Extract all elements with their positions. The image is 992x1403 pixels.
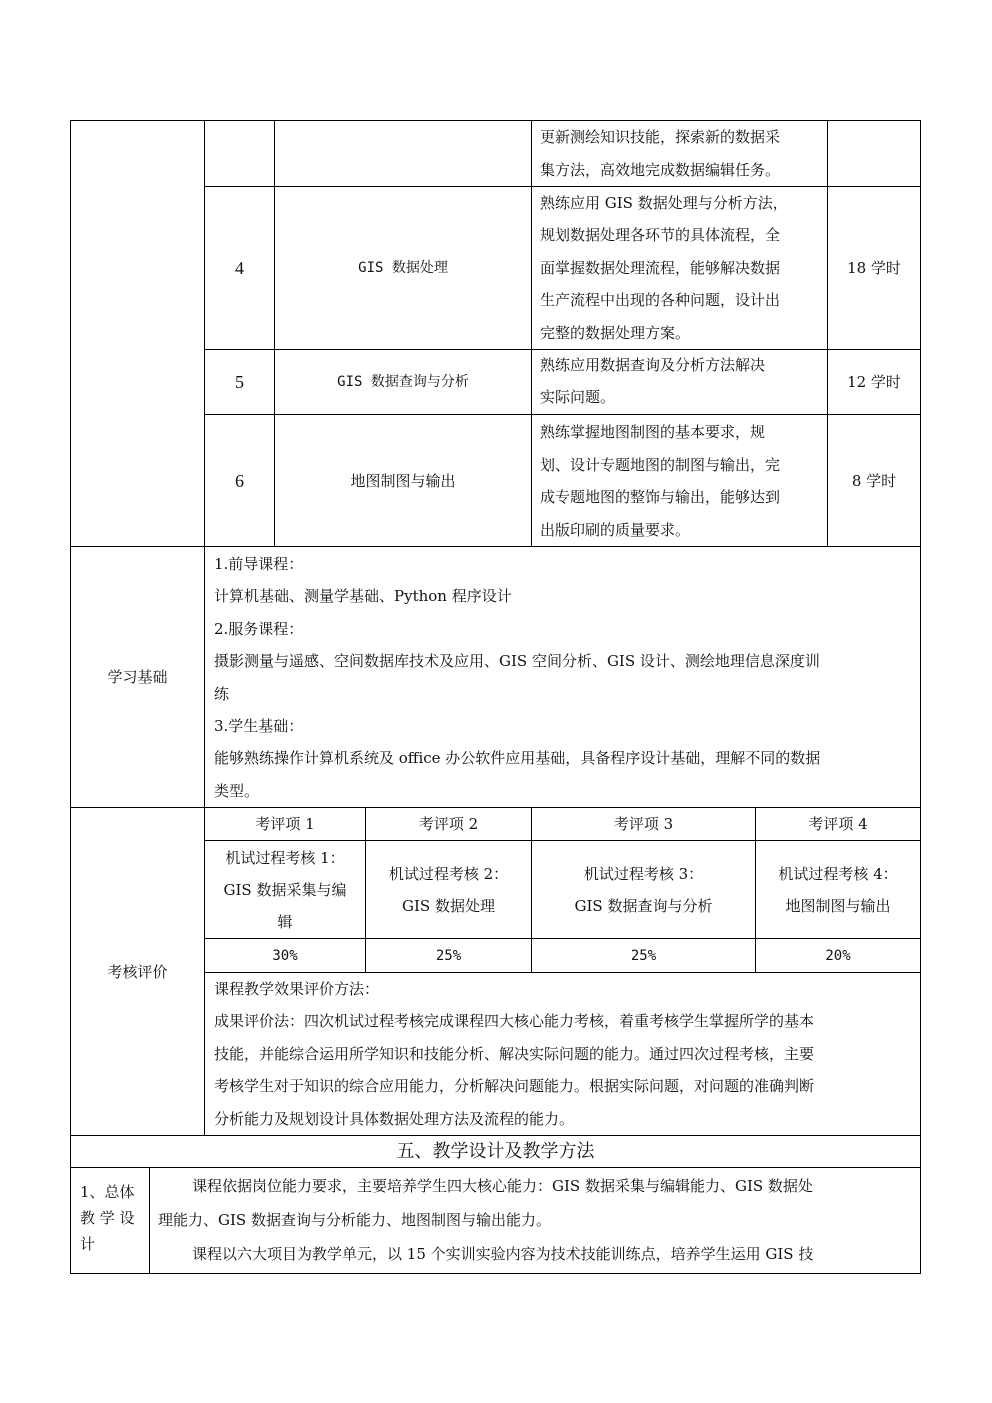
assessment-weight: 20% xyxy=(825,947,851,964)
assessment-method: 课程教学效果评价方法： 成果评价法：四次机试过程考核完成课程四大核心能力考核，着重考核学生掌握所学的基本 技能，并能综合运用所学知识和技能分析、解决实际问题的能力。通过四次过程考核，主要 考核学生对于知识的综合应用能力，分析解决问题能力。根据实际问题，对问题的准确判断 分析能力及规划设计具体数据处理方法及流程的能力。 xyxy=(214,980,815,1128)
assessment-label: 考核评价 xyxy=(107,962,168,981)
project-number: 4 xyxy=(235,258,244,278)
design-label: 1、总体 教 学 设 计 xyxy=(80,1183,135,1253)
section-title: 五、教学设计及教学方法 xyxy=(396,1140,595,1162)
project-name: GIS 数据处理 xyxy=(358,260,448,276)
assessment-header: 考评项 4 xyxy=(808,815,868,833)
assessment-header: 考评项 1 xyxy=(255,815,315,833)
project-number: 6 xyxy=(235,470,244,491)
assessment-weight: 30% xyxy=(272,947,298,964)
study-basis-content: 1.前导课程： 计算机基础、测量学基础、Python 程序设计 2.服务课程： 摄影测量与遥感、空间数据库技术及应用、GIS 空间分析、GIS 设计、测绘地理信息深度训 练 3.学生基础： 能够熟练操作计算机系统及 office 办公软件应用基础，具备程序设计基础，理解不同的数据 类型。 xyxy=(214,555,821,800)
project-hours: 8 学时 xyxy=(851,471,897,490)
assessment-header: 考评项 2 xyxy=(418,815,479,833)
assessment-content: 机试过程考核 1： GIS 数据采集与编 辑 xyxy=(223,848,347,931)
project-desc-cell: 熟练掌握地图制图的基本要求，规 划、设计专题地图的制图与输出，完 成专题地图的整饰与输出，能够达到 出版印刷的质量要求。 xyxy=(540,423,781,539)
project-desc-cell: 更新测绘知识技能，探索新的数据采 集方法，高效地完成数据编辑任务。 xyxy=(540,128,781,179)
project-name: GIS 数据查询与分析 xyxy=(337,374,469,390)
project-hours: 12 学时 xyxy=(847,373,901,391)
project-name: 地图制图与输出 xyxy=(350,471,456,490)
assessment-weight: 25% xyxy=(435,947,462,964)
assessment-weight: 25% xyxy=(630,947,657,964)
project-number: 5 xyxy=(235,372,244,392)
project-hours: 18 学时 xyxy=(847,259,901,277)
assessment-content: 机试过程考核 2： GIS 数据处理 xyxy=(388,864,509,915)
project-desc-cell: 熟练应用数据查询及分析方法解决 实际问题。 xyxy=(540,356,766,406)
project-desc-cell: 熟练应用 GIS 数据处理与分析方法， 规划数据处理各环节的具体流程，全 面掌握数据处理流程，能够解决数据 生产流程中出现的各种问题，设计出 完整的数据处理方案。 xyxy=(540,194,788,342)
assessment-header: 考评项 3 xyxy=(613,815,674,833)
study-basis-label: 学习基础 xyxy=(107,668,168,686)
design-content: 课程依据岗位能力要求，主要培养学生四大核心能力：GIS 数据采集与编辑能力、GIS 数据处 理能力、GIS 数据查询与分析能力、地图制图与输出能力。 课程以六大项目为教学单元，以 15 个实训实验内容为技术技能训练点，培养学生运用 GIS 技 xyxy=(158,1177,814,1263)
assessment-content: 机试过程考核 3： GIS 数据查询与分析 xyxy=(574,864,713,915)
assessment-content: 机试过程考核 4： 地图制图与输出 xyxy=(778,864,898,915)
